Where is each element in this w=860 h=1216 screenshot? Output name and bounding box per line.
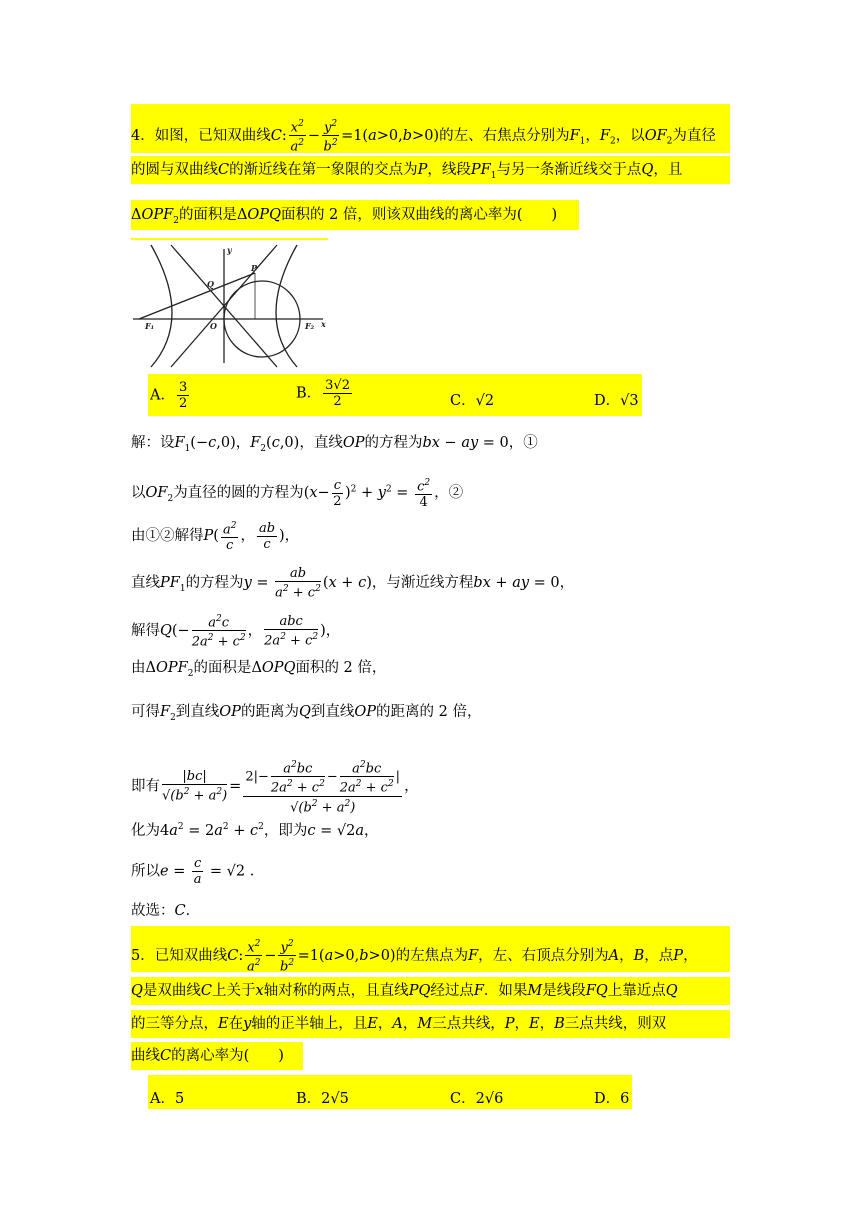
solution-line6: 由$\Delta OPF_2$的面积是ΔOPQ面积的 2 倍， — [131, 660, 387, 679]
q4-line1: 4．如图，已知双曲线C: $\frac{x^2}{a^2}$ − $\frac{y^2}{b^2}$ =1(a>0,b>0)的左、右焦点分别为$F_1$，$F_2$，以$OF_2$为直径 — [131, 119, 716, 155]
q5-number: 5． — [131, 947, 155, 964]
q5-option-c[interactable]: C．2√6 — [450, 1091, 504, 1107]
q5-option-d[interactable]: D．6 — [594, 1091, 630, 1107]
q4-option-a[interactable]: A． $\frac{3}{2}$ — [150, 380, 188, 411]
hyperbola-figure — [131, 243, 328, 368]
q5-option-b[interactable]: B．2√5 — [296, 1091, 349, 1107]
solution-line10: 所以e = $\frac{c}{a}$ = √2 . — [131, 856, 255, 887]
q5-line2: Q是双曲线C上关于x轴对称的两点，且直线PQ经过点F．如果M是线段FQ上靠近点Q — [131, 983, 678, 999]
solution-line1: 解：设$F_1(-c,0)$，$F_2(c,0)$，直线OP的方程为bx − ay = 0，① — [131, 435, 538, 454]
label-x: x — [321, 319, 326, 329]
label-f2: F₂ — [305, 321, 315, 331]
solution-line8: 即有 $\frac{|bc|}{√(b^2 + a^2)}$ = 2|− $\frac{a^2bc}{2a^2 + c^2}$ − $\frac{a^2bc}{2a^2 + c^2}$ | $√(b^2 + a^2)$ ， — [131, 760, 419, 815]
solution-line2: 以$OF_2$为直径的圆的方程为(x− $\frac{c}{2}$ )$^2 + y^2$ = $\frac{c^2}{4}$ ，② — [131, 477, 464, 511]
q4-line3: $\Delta OPF_2$的面积是ΔOPQ面积的 2 倍，则该双曲线的离心率为( ) — [131, 207, 558, 226]
label-y: y — [227, 245, 232, 255]
figure-top-rule — [131, 238, 328, 240]
q5-line3: 的三等分点，E在y轴的正半轴上，且E，A，M三点共线，P，E，B三点共线，则双 — [131, 1016, 667, 1032]
q4-line2: 的圆与双曲线C的渐近线在第一象限的交点为P，线段$PF_1$与另一条渐近线交于点Q，且 — [131, 162, 683, 181]
label-o: O — [210, 321, 217, 331]
q4-option-d[interactable]: D．√3 — [594, 393, 639, 409]
q5-option-a[interactable]: A．5 — [150, 1091, 185, 1107]
q4-option-b[interactable]: B． $\frac{3√2}{2}$ — [296, 378, 350, 409]
q4-option-c[interactable]: C．√2 — [450, 393, 495, 409]
solution-answer: 故选：C． — [131, 903, 201, 919]
q4-options-highlight — [148, 374, 642, 416]
q5-line1: 5．已知双曲线C: $\frac{x^2}{a^2}$ − $\frac{y^2}{b^2}$ =1(a>0,b>0)的左焦点为F，左、右顶点分别为A，B，点P， — [131, 939, 698, 975]
segment-pf1 — [139, 273, 255, 319]
label-p: P — [251, 263, 258, 273]
label-f1: F₁ — [145, 321, 155, 331]
solution-line9: 化为$4a^2 = 2a^2 + c^2$，即为c = √2a， — [131, 822, 379, 839]
q5-options-highlight — [148, 1075, 632, 1109]
solution-line4: 直线$PF_1$的方程为y = $\frac{ab}{a^2 + c^2}$ (x + c)，与渐近线方程bx + ay = 0， — [131, 566, 575, 601]
label-q: Q — [207, 279, 214, 289]
left-branch — [151, 245, 172, 367]
solution-line5: 解得Q(− $\frac{a^2c}{2a^2 + c^2}$ ， $\frac{\text{abc}}{2a^2 + c^2}$ )， — [131, 613, 341, 650]
q5-line4: 曲线C的离心率为( ) — [131, 1048, 284, 1064]
solution-line7: 可得$F_2$到直线OP的距离为Q到直线OP的距离的 2 倍， — [131, 704, 482, 723]
solution-line3: 由①②解得P( $\frac{a^2}{c}$ ， $\frac{ab}{c}$ )， — [131, 520, 300, 554]
q4-number: 4． — [131, 127, 155, 144]
